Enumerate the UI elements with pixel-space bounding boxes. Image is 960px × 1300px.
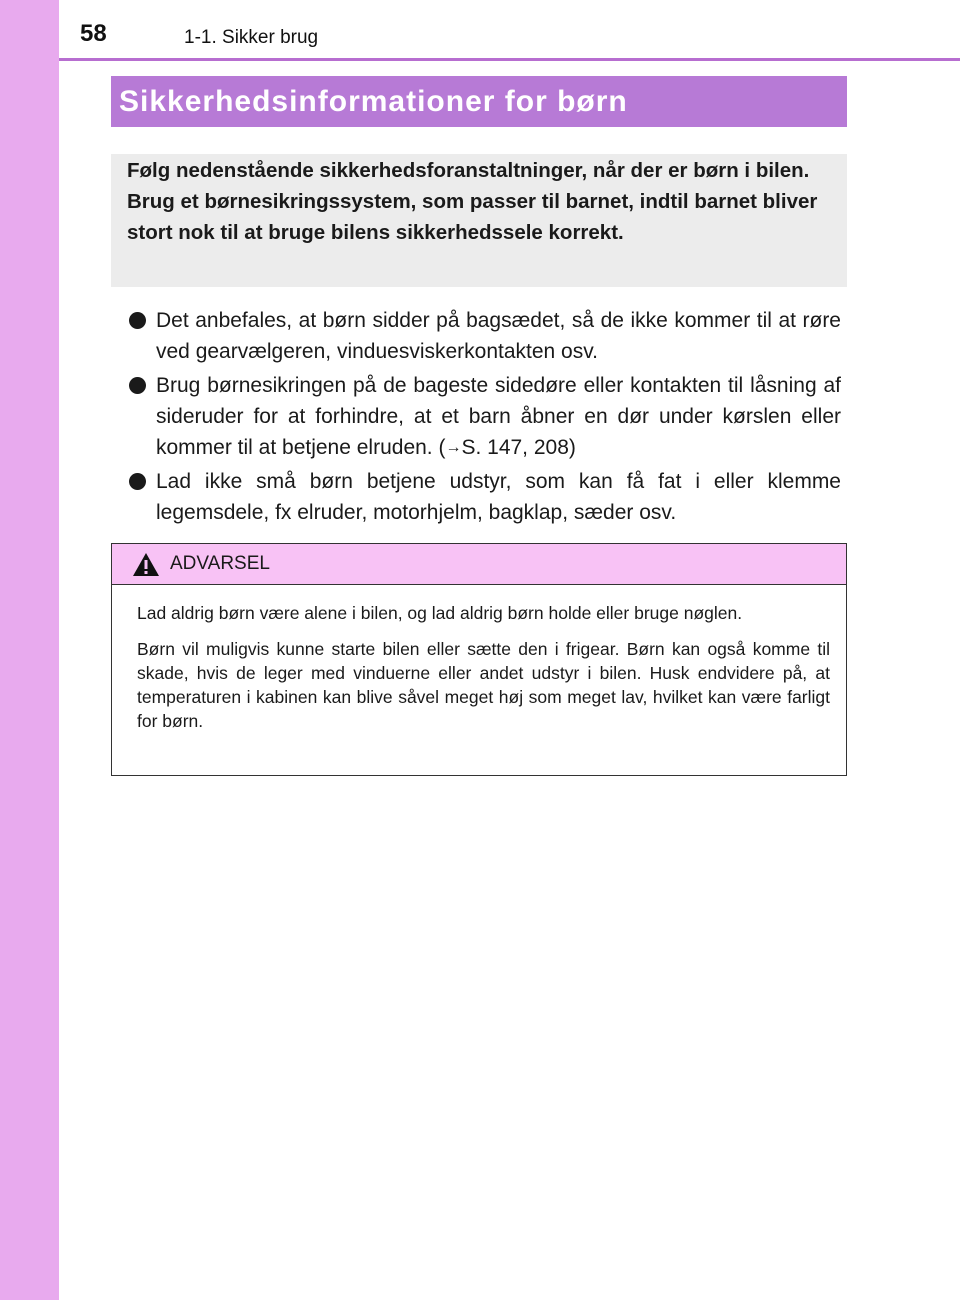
bullet-text: Lad ikke små børn betjene udstyr, som kan få fat i eller klemme legemsdele, fx elruder, motorhjelm, bagklap, sæder osv. bbox=[156, 470, 841, 524]
bullet-dot-icon bbox=[129, 473, 146, 490]
list-item bbox=[127, 305, 841, 367]
header-rule bbox=[59, 58, 960, 61]
bullet-dot-icon bbox=[129, 377, 146, 394]
warning-title: ADVARSEL bbox=[170, 553, 270, 574]
bullet-dot-icon bbox=[129, 312, 146, 329]
warning-body bbox=[112, 585, 846, 733]
side-color-strip bbox=[0, 0, 59, 1300]
warning-box bbox=[111, 543, 847, 776]
title-bar bbox=[111, 76, 847, 127]
arrow-right-icon: → bbox=[445, 439, 462, 456]
intro-box bbox=[111, 154, 847, 287]
warning-triangle-icon bbox=[132, 552, 160, 577]
warning-header bbox=[112, 544, 846, 585]
warning-paragraph: Børn vil muligvis kunne starte bilen eller sætte den i frigear. Børn kan også komme til skade, hvis de leger med vinduerne eller andet udstyr i bilen. Husk endvidere på, at temperaturen i kabinen kan blive såvel meget høj som meget lav, hvilket kan være farligt for børn. bbox=[137, 639, 830, 731]
page-title: Sikkerhedsinformationer for børn bbox=[119, 84, 628, 118]
intro-line-2: Brug et børnesikringssystem, som passer til barnet, indtil barnet bliver stort nok til at bruge bilens sikkerhedssele korrekt. bbox=[127, 190, 818, 244]
warning-paragraph: Lad aldrig børn være alene i bilen, og lad aldrig børn holde eller bruge nøglen. bbox=[137, 603, 743, 623]
intro-line-1: Følg nedenstående sikkerhedsforanstaltninger, når der er børn i bilen. bbox=[127, 159, 810, 182]
page-number: 58 bbox=[80, 20, 107, 47]
page-reference-link[interactable]: S. 147, 208) bbox=[461, 436, 576, 459]
bullet-text: Brug børnesikringen på de bageste sidedøre eller kontakten til låsning af sideruder for at forhindre, at et barn åbner en dør under kørslen eller kommer til at betjene elruden. ( bbox=[156, 374, 841, 459]
bullet-list bbox=[127, 305, 841, 531]
list-item bbox=[127, 466, 841, 528]
section-label: 1-1. Sikker brug bbox=[184, 27, 319, 48]
list-item bbox=[127, 370, 841, 463]
bullet-text: Det anbefales, at børn sidder på bagsædet, så de ikke kommer til at røre ved gearvælgeren, vinduesviskerkontakten osv. bbox=[156, 309, 841, 363]
